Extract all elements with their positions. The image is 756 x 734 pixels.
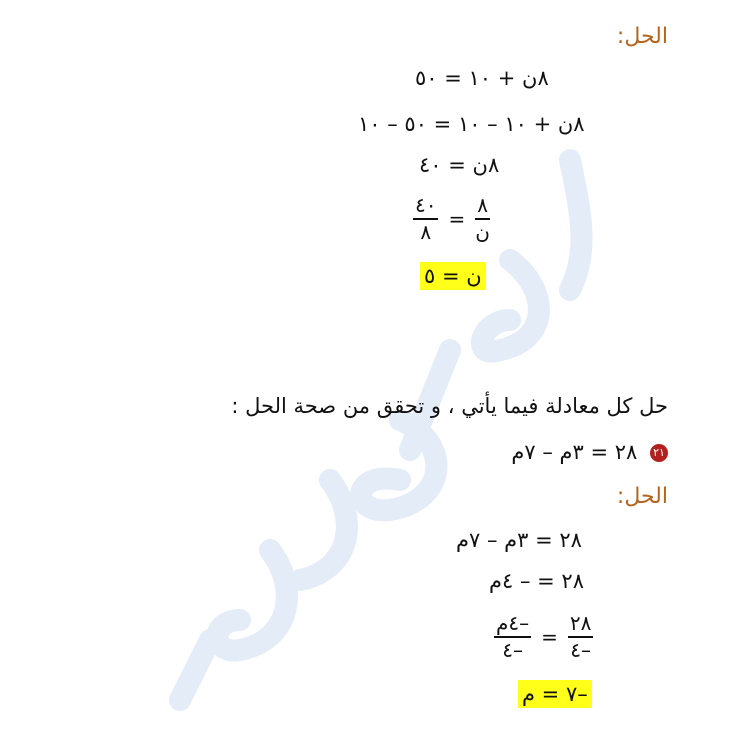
instruction-text: حل كل معادلة فيما يأتي ، و تحقق من صحة الحل : — [231, 394, 668, 418]
fraction2-right-numerator: –٤م — [494, 613, 531, 638]
equals-sign-2: = — [541, 625, 558, 649]
fraction-step-1 — [413, 195, 490, 243]
fraction-right-denominator: ٨ — [420, 220, 432, 244]
fraction2-right-denominator: –٤ — [502, 638, 523, 662]
fraction2-left-numerator: ٢٨ — [568, 613, 593, 638]
question-21 — [511, 440, 668, 464]
fraction-left-numerator: ٨ — [475, 195, 490, 220]
equation-step-1: ٨ن + ١٠ = ٥٠ — [415, 66, 549, 90]
answer-2 — [518, 682, 592, 706]
answer-highlight-1: ن = ٥ — [420, 262, 486, 290]
answer-1 — [420, 264, 486, 288]
fraction2-left-denominator: –٤ — [570, 638, 592, 662]
solution-label-2: الحل: — [616, 484, 668, 509]
equation-step-2: ٨ن + ١٠ – ١٠ = ٥٠ – ١٠ — [358, 112, 585, 136]
solution-label-1: الحل: — [616, 24, 668, 49]
equation2-step-1: ٢٨ = ٣م – ٧م — [456, 528, 582, 552]
fraction-left — [475, 195, 490, 243]
question-21-text: ٢٨ = ٣م – ٧م — [511, 440, 638, 464]
fraction-left-denominator: ن — [475, 220, 490, 244]
fraction-right — [413, 195, 438, 243]
equals-sign: = — [448, 207, 466, 231]
equation2-step-2: ٢٨ = – ٤م — [489, 569, 584, 593]
answer-highlight-2: –٧ = م — [518, 680, 592, 708]
fraction-right-numerator: ٤٠ — [413, 195, 438, 220]
question-number-badge: ٢١ — [650, 444, 668, 462]
equation-step-3: ٨ن = ٤٠ — [419, 153, 500, 177]
fraction2-right — [494, 613, 531, 661]
fraction-step-2 — [494, 613, 593, 661]
fraction2-left — [568, 613, 593, 661]
